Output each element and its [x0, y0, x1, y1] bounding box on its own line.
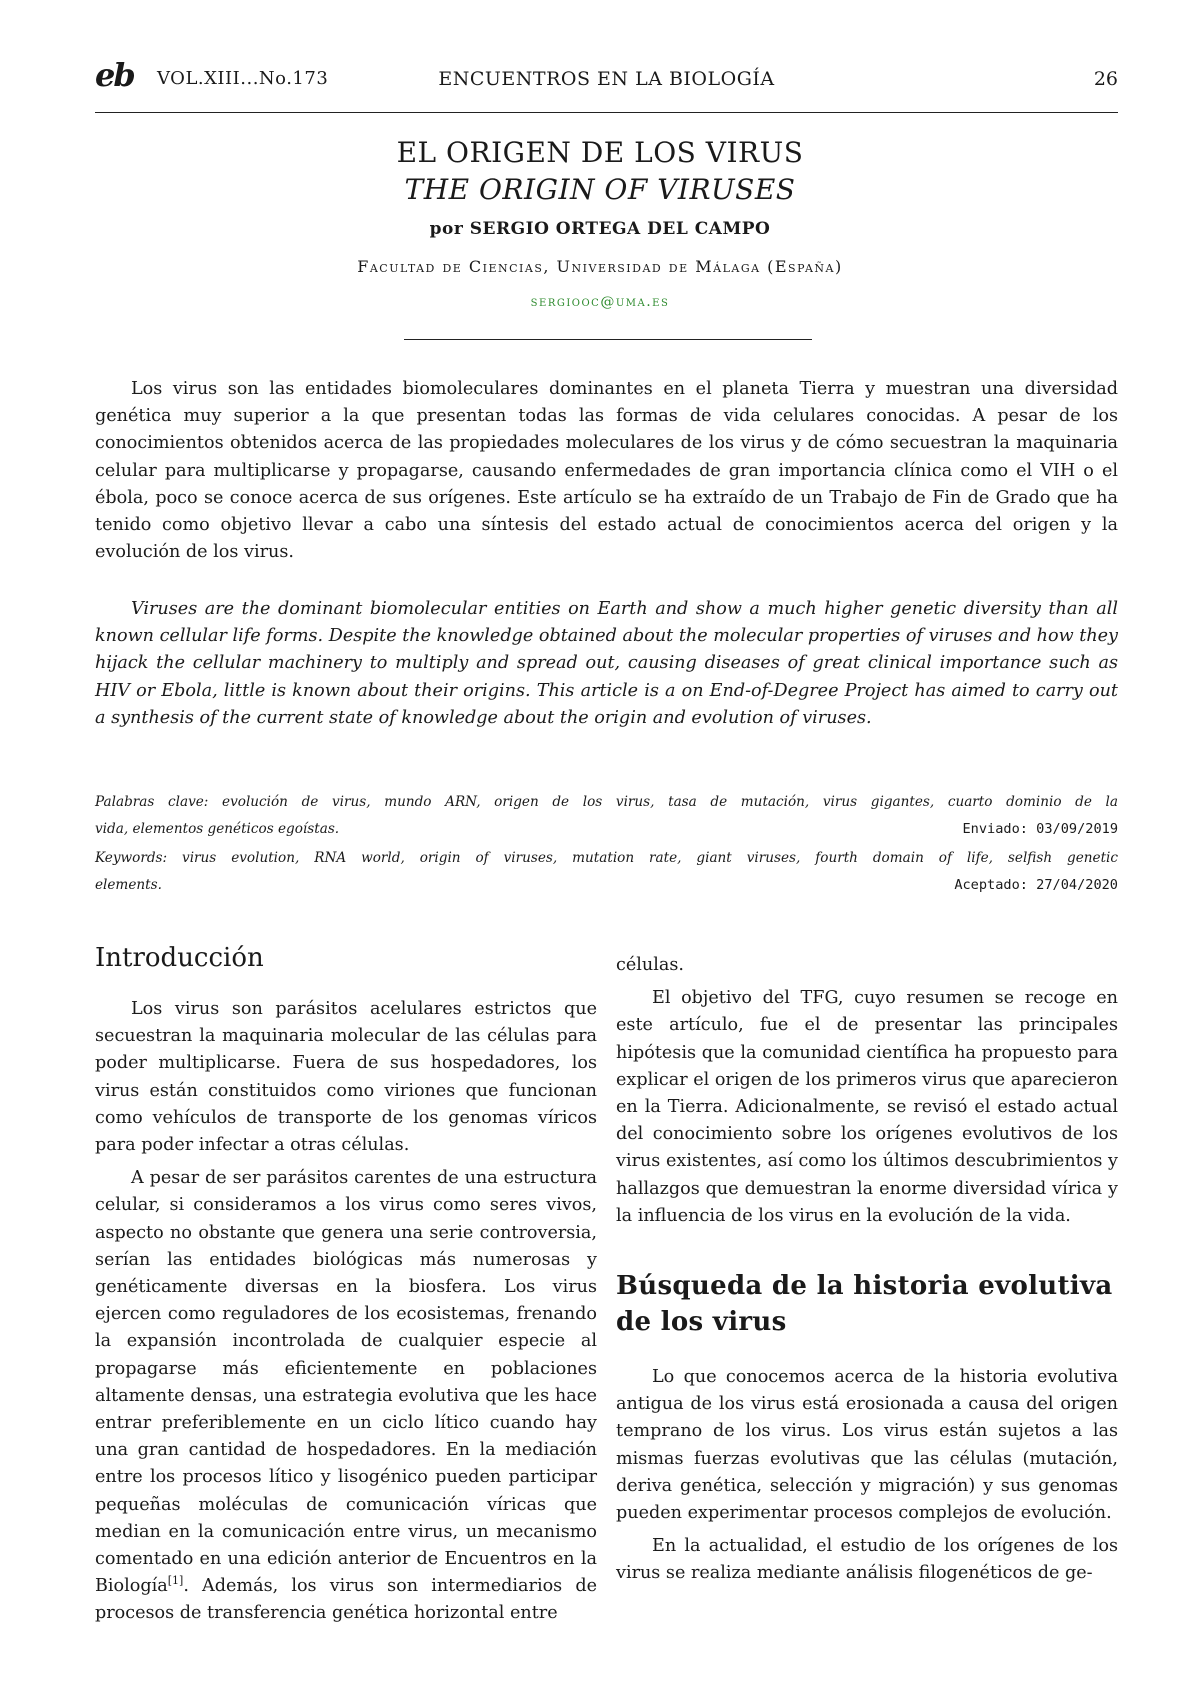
keywords-es-line2: vida, elementos genéticos egoístas.: [95, 821, 340, 837]
keywords-spanish: [95, 789, 1118, 843]
author-email-link[interactable]: sergiooc@uma.es: [530, 294, 670, 310]
author-affiliation: Facultad de Ciencias, Universidad de Málaga (España): [357, 257, 843, 276]
keywords-en-line1: Keywords: virus evolution, RNA world, origin of viruses, mutation rate, giant viruses, fourth domain of life, selfish genetic: [95, 850, 1118, 866]
journal-logo: eb: [95, 56, 134, 94]
volume-number: VOL.XIII...No.173: [157, 68, 329, 89]
article-title-english: THE ORIGIN OF VIRUSES: [404, 173, 796, 206]
objective-paragraph: El objetivo del TFG, cuyo resumen se recoge en este artículo, fue el de presentar las principales hipótesis que la comunidad científica ha propuesto para explicar el origen de los primeros virus que aparecieron en la Tierra. Adicionalmente, se revisó el estado actual del conocimiento sobre los orígenes evolutivos de los virus existentes, así como los últimos descubrimientos y hallazgos que demuestran la enorme diversidad vírica y la influencia de los virus en la evolución de la vida.: [616, 988, 1118, 1226]
header-rule: [95, 112, 1118, 113]
reference-link[interactable]: [1]: [167, 1574, 184, 1588]
left-column: [95, 940, 597, 1628]
abstract-spanish: Los virus son las entidades biomoleculares dominantes en el planeta Tierra y muestran una diversidad genética muy superior a la que presentan todas las formas de vida celulares conocidas. A pesar de los conocimientos obtenidos acerca de las propiedades moleculares de los virus y de cómo secuestran la maquinaria celular para multiplicarse y propagarse, causando enfermedades de gran importancia clínica como el VIH o el ébola, poco se conoce acerca de sus orígenes. Este artículo se ha extraído de un Trabajo de Fin de Grado que ha tenido como objetivo llevar a cabo una síntesis del estado actual de conocimientos acerca del origen y la evolución de los virus.: [95, 379, 1118, 563]
title-rule: [404, 339, 812, 340]
article-title: EL ORIGEN DE LOS VIRUS: [396, 136, 804, 169]
section-heading-evolutionary-history: Búsqueda de la historia evolutiva de los virus: [616, 1271, 1113, 1338]
keywords-es-line1: Palabras clave: evolución de virus, mundo ARN, origen de los virus, tasa de mutación, virus gigantes, cuarto dominio de la: [95, 794, 1118, 810]
date-sent: Enviado: 03/09/2019: [962, 821, 1118, 837]
running-header: [95, 56, 1118, 98]
right-column: [616, 952, 1118, 1588]
author-line: [0, 219, 1200, 239]
intro-paragraph-2: [95, 1165, 597, 1627]
keywords-en-line2: elements.: [95, 877, 162, 893]
intro-paragraph-2-text: A pesar de ser parásitos carentes de una estructura celular, si consideramos a los virus como seres vivos, aspecto no obstante que genera una serie controversia, serían las entidades biológicas más numerosas y genéticamente diversas en la biosfera. Los virus ejercen como reguladores de los ecosistemas, frenando la expansión incontrolada de cualquier especie al propagarse más eficientemente en poblaciones altamente densas, una estrategia evolutiva que les hace entrar preferiblemente en un ciclo lítico cuando hay una gran cantidad de hospedadores. En la mediación entre los procesos lítico y lisogénico pueden participar pequeñas moléculas de comunicación víricas que median en la comunicación entre virus, un mecanismo comentado en una edición anterior de Encuentros en la Biología: [95, 1168, 597, 1597]
section2-paragraph-2: En la actualidad, el estudio de los orígenes de los virus se realiza mediante análisis filogenéticos de ge-: [616, 1536, 1118, 1584]
intro-paragraph-2-end: . Además, los virus son intermediarios de procesos de transferencia genética horizontal entre: [95, 1576, 597, 1624]
intro-paragraph-1: Los virus son parásitos acelulares estrictos que secuestran la maquinaria molecular de las células para poder multiplicarse. Fuera de sus hospedadores, los virus están constituidos como viriones que funcionan como vehículos de transporte de los genomas víricos para poder infectar a otras células.: [95, 999, 597, 1156]
abstract-english: Viruses are the dominant biomolecular entities on Earth and show a much higher genetic diversity than all known cellular life forms. Despite the knowledge obtained about the molecular properties of viruses and how they hijack the cellular machinery to multiply and spread out, causing diseases of great clinical importance such as HIV or Ebola, little is known about their origins. This article is a on End-of-Degree Project has aimed to carry out a synthesis of the current state of knowledge about the origin and evolution of viruses.: [95, 599, 1118, 728]
journal-name: ENCUENTROS EN LA BIOLOGÍA: [438, 68, 775, 90]
section-heading-introduction: Introducción: [95, 943, 264, 973]
date-accepted: Aceptado: 27/04/2020: [954, 877, 1118, 893]
section2-paragraph-1: Lo que conocemos acerca de la historia evolutiva antigua de los virus está erosionada a causa del origen temprano de los virus. Los virus están sujetos a las mismas fuerzas evolutivas que las células (mutación, deriva genética, selección y migración) y sus genomas pueden experimentar procesos complejos de evolución.: [616, 1367, 1118, 1524]
author-name: SERGIO ORTEGA DEL CAMPO: [469, 219, 771, 239]
keywords-english: [95, 845, 1118, 899]
continued-text: células.: [616, 955, 684, 975]
page-number: 26: [1093, 68, 1118, 90]
author-prefix: por: [429, 219, 464, 239]
